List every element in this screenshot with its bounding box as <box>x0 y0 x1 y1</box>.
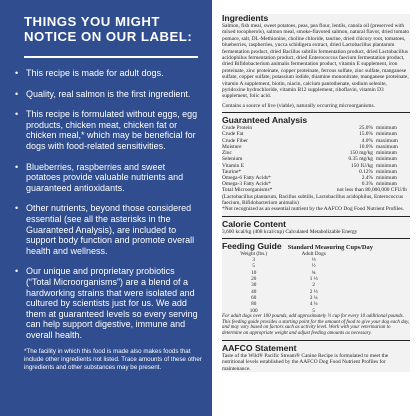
nutrient-name: Vitamin E <box>222 162 244 169</box>
aafco-heading: AAFCO Statement <box>222 343 297 353</box>
feeding-table <box>222 251 342 314</box>
nutrient-value: 150 mg/kg <box>349 150 373 157</box>
bullet-icon: • <box>15 88 19 99</box>
feeding-header <box>222 242 410 251</box>
feeding-heading: Feeding Guide <box>222 241 282 252</box>
nutrient-unit: minimum <box>376 162 397 169</box>
title-line-2: NOTICE ON OUR LABEL: <box>24 29 193 44</box>
nutrient-name: Crude Protein <box>222 125 253 132</box>
cups-cell: ¾ <box>311 269 316 276</box>
guaranteed-analysis-table <box>222 125 410 193</box>
divider <box>222 216 410 217</box>
title-line-1: THINGS YOU MIGHT <box>24 14 160 29</box>
nutrient-unit: minimum <box>376 131 397 138</box>
nutrient-value: 10.0% <box>359 143 373 150</box>
nutrient-unit: minimum <box>376 150 397 157</box>
cups-cell: ⅓ <box>311 257 316 264</box>
note-item <box>15 203 202 256</box>
weight-cell: 100 <box>249 307 258 314</box>
cups-cell: 3 ¼ <box>309 294 318 301</box>
weight-cell: 20 <box>251 276 257 283</box>
microorganism-strains: (Lactobacillus plantarum, Bacillus subtilis, Lactobacillus acidophilus, Enterococcus faecium, Bifidobacterium animalis) <box>222 193 403 206</box>
ingredients-heading: Ingredients <box>222 13 269 23</box>
nutrient-value: not less than 80,000,000 CFU/lb <box>336 187 407 194</box>
column-header: Weight (lbs.) <box>240 251 268 258</box>
note-item <box>15 266 202 340</box>
bullet-icon: • <box>15 68 19 78</box>
nutrient-name: Zinc <box>222 150 232 157</box>
panel-title <box>24 14 202 44</box>
note-item <box>15 68 202 79</box>
aafco-text: Taste of the Wild® Pacific Stream® Canine Recipe is formulated to meet the nutritional levels established by the AAFCO Dog Food Nutrient Profiles for maintenance. <box>222 353 389 372</box>
weight-cell: 60 <box>251 294 257 301</box>
cups-cell: 1 ⅓ <box>309 276 318 283</box>
nutrient-name: Selenium <box>222 156 243 163</box>
nutrient-value: 15.0% <box>359 131 373 138</box>
guaranteed-analysis-heading: Guaranteed Analysis <box>222 115 308 126</box>
nutrient-name: Omega-6 Fatty Acids* <box>222 174 271 181</box>
nutrient-unit: minimum <box>376 174 397 181</box>
nutrient-name: Omega-3 Fatty Acids* <box>222 181 271 188</box>
calorie-text: 3,600 kcal/kg (408 kcal/cup) Calculated Metabolizable Energy <box>222 228 358 235</box>
weight-cell: 10 <box>251 269 257 276</box>
nutrient-value: 2.4% <box>361 174 373 181</box>
nutrient-value: 4.0% <box>361 137 373 144</box>
nutrient-name: Total Microorganisms* <box>222 187 273 194</box>
note-text: Our unique and proprietary probiotics (“Total Microorganisms”) are a blend of a hardworking strains that were isolated and cultured by scientists just for us. We add them at guaranteed levels so every serving can help support digestive, immune and overall health. <box>26 266 198 340</box>
note-text: Other nutrients, beyond those considered essential (see all the asterisks in the Guaranteed Analysis), are included to support body function and promote overall health and wellness. <box>26 203 195 256</box>
feeding-subtitle: Standard Measuring Cups/Day <box>287 244 373 252</box>
bullet-icon: • <box>15 109 19 120</box>
weight-cell: 5 <box>252 263 255 270</box>
bullet-icon: • <box>15 203 19 214</box>
cups-cell: ½ <box>311 263 316 270</box>
nutrient-name: Taurine* <box>222 168 242 175</box>
nutrient-unit: minimum <box>376 181 397 188</box>
cups-cell: 4 ¼ <box>309 301 318 308</box>
note-text: This recipe is made for adult dogs. <box>26 68 164 78</box>
bullet-icon: • <box>15 161 19 172</box>
facility-footnote: *The facility in which this food is made also makes foods that include other ingredients not listed. Trace amounts of these other ingredients and other substances may be present. <box>24 348 202 371</box>
bullet-icon: • <box>15 266 19 277</box>
analysis-footnote: *Not recognized as an essential nutrient by the AAFCO Dog Food Nutrient Profiles. <box>222 206 404 213</box>
nutrient-value: 0.3% <box>361 181 373 188</box>
weight-cell: 30 <box>251 282 257 289</box>
cups-cell: 5 <box>312 307 315 314</box>
note-item <box>15 88 202 100</box>
cups-cell: 2 <box>312 282 315 289</box>
nutrition-label <box>222 14 410 372</box>
note-text: Quality, real salmon is the first ingredient. <box>26 88 191 99</box>
nutrient-value: 150 IU/kg <box>350 162 373 169</box>
nutrient-unit: minimum <box>376 168 397 175</box>
feeding-note: For adult dogs over 100 pounds, add approximately ½ cup for every 10 additional pounds. This feeding guide provides a starting point for the amount of food to give your dog each day, and may vary based on factors such as activity level. Work with your veterinarian to determine an appropriate weight and adjust feeding amounts as necessary. <box>222 313 410 337</box>
nutrient-unit: maximum <box>376 137 398 144</box>
calorie-heading: Calorie Content <box>222 218 286 229</box>
nutrient-name: Moisture <box>222 143 242 150</box>
nutrient-unit: maximum <box>376 143 398 150</box>
weight-cell: 80 <box>251 301 257 308</box>
notes-list <box>15 68 202 340</box>
nutrient-unit: minimum <box>376 156 397 163</box>
note-text: This recipe is formulated without eggs, egg products, chicken meat, chicken fat or chicken meal,* which may be beneficial for dogs with food-related sensitivities. <box>26 109 198 151</box>
note-item <box>15 109 202 151</box>
divider <box>222 112 410 113</box>
nutrient-unit: minimum <box>376 125 397 132</box>
nutrient-name: Crude Fiber <box>222 137 248 144</box>
nutrient-name: Crude Fat <box>222 131 244 138</box>
divider <box>222 340 410 341</box>
nutrient-value: 0.35 mg/kg <box>348 156 373 163</box>
ingredients-text: Salmon, fish meal, sweet potatoes, peas, pea flour, lentils, canola oil (preserved with mixed tocopherols), salmon meal, smoke-flavored salmon, natural flavor, dried tomato pomace, salt, DL-Methionine, choline chloride, taurine, dried chicory root, tomatoes, blueberries, raspberries, yucca schidigera extract, dried Lactobacillus plantarum fermentation product, dried Bacillus subtilis fermentation product, dried Lactobacillus acidophilus fermentation product, dried Enterococcus faecium fermentation product, dried Bifidobacterium animalis fermentation product, vitamin E supplement, iron proteinate, zinc proteinate, copper proteinate, ferrous sulfate, zinc sulfate, manganese sulfate, copper sulfate, potassium iodide, thiamine mononitrate, manganese proteinate, vitamin A supplement, biotin, niacin, calcium pantothenate, sodium selenite, pyridoxine hydrochloride, vitamin B12 supplement, riboflavin, vitamin D3 supplement, folic acid. <box>222 23 410 100</box>
divider <box>222 238 410 239</box>
weight-cell: 40 <box>251 288 257 295</box>
column-header: Adult Dogs <box>301 251 326 258</box>
nutrient-value: 25.0% <box>359 125 373 132</box>
title-divider <box>24 56 198 58</box>
note-text: Blueberries, raspberries and sweet potatoes provide valuable nutrients and guaranteed antioxidants. <box>26 161 184 193</box>
note-item <box>15 161 202 194</box>
nutrient-value: 0.12% <box>359 168 373 175</box>
weight-cell: 3 <box>252 257 255 264</box>
cups-cell: 2 ⅓ <box>309 288 318 295</box>
ingredients-note: Contains a source of live (viable), naturally occurring microorganisms. <box>222 102 375 109</box>
